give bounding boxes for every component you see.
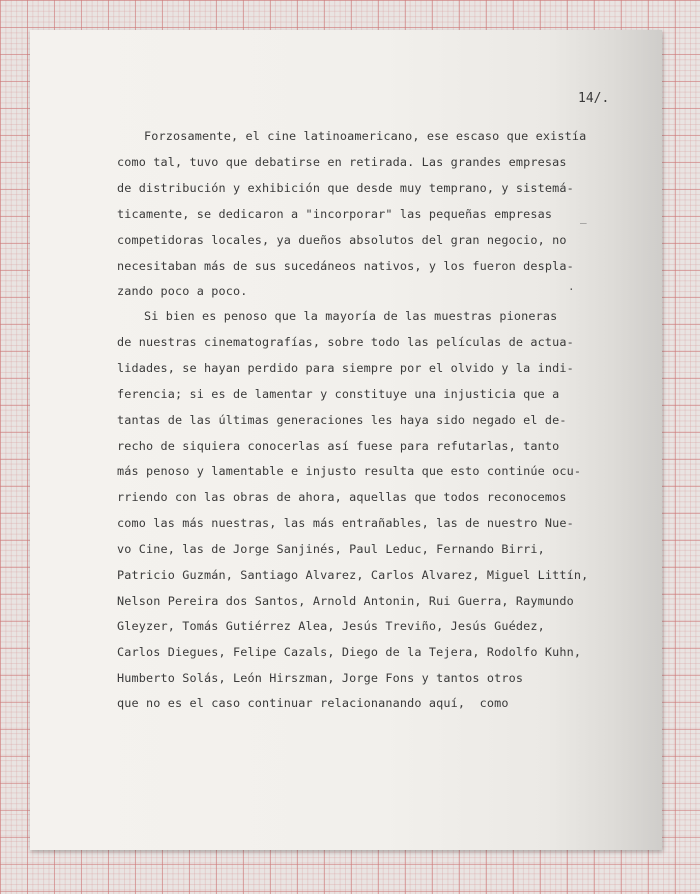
text-line: de nuestras cinematografías, sobre todo las películas de actua- <box>117 335 574 349</box>
text-line: ticamente, se dedicaron a "incorporar" las pequeñas empresas <box>117 207 553 221</box>
text-line: zando poco a poco. <box>117 284 248 298</box>
text-line: como tal, tuvo que debatirse en retirada. Las grandes empresas <box>117 155 567 169</box>
text-line: Carlos Diegues, Felipe Cazals, Diego de la Tejera, Rodolfo Kuhn, <box>117 645 582 659</box>
text-line: lidades, se hayan perdido para siempre por el olvido y la indi- <box>117 361 574 375</box>
stray-mark: _ <box>580 211 587 224</box>
text-line: Patricio Guzmán, Santiago Alvarez, Carlos Alvarez, Miguel Littín, <box>117 568 589 582</box>
stray-mark: · <box>568 283 575 296</box>
text-line: como las más nuestras, las más entrañables, las de nuestro Nue- <box>117 516 574 530</box>
text-line: de distribución y exhibición que desde muy temprano, y sistemá- <box>117 181 574 195</box>
text-line: vo Cine, las de Jorge Sanjinés, Paul Leduc, Fernando Birri, <box>117 542 545 556</box>
text-line: Humberto Solás, León Hirszman, Jorge Fons y tantos otros <box>117 671 524 685</box>
text-line: Forzosamente, el cine latinoamericano, ese escaso que existía <box>144 129 587 143</box>
text-line: competidoras locales, ya dueños absolutos del gran negocio, no <box>117 233 567 247</box>
page-number: 14/. <box>578 91 610 106</box>
text-line: Gleyzer, Tomás Gutiérrez Alea, Jesús Treviño, Jesús Guédez, <box>117 619 545 633</box>
text-line: necesitaban más de sus sucedáneos nativos, y los fueron despla- <box>117 259 574 273</box>
text-line: recho de siquiera conocerlas así fuese para refutarlas, tanto <box>117 439 560 453</box>
text-line: ferencia; si es de lamentar y constituye una injusticia que a <box>117 387 560 401</box>
text-line: Nelson Pereira dos Santos, Arnold Antonin, Rui Guerra, Raymundo <box>117 594 574 608</box>
text-line: rriendo con las obras de ahora, aquellas que todos reconocemos <box>117 490 567 504</box>
text-line: que no es el caso continuar relacionanando aquí, como <box>117 696 509 710</box>
text-line: tantas de las últimas generaciones les haya sido negado el de- <box>117 413 567 427</box>
text-line: Si bien es penoso que la mayoría de las muestras pioneras <box>144 309 558 323</box>
text-line: más penoso y lamentable e injusto resulta que esto continúe ocu- <box>117 464 582 478</box>
